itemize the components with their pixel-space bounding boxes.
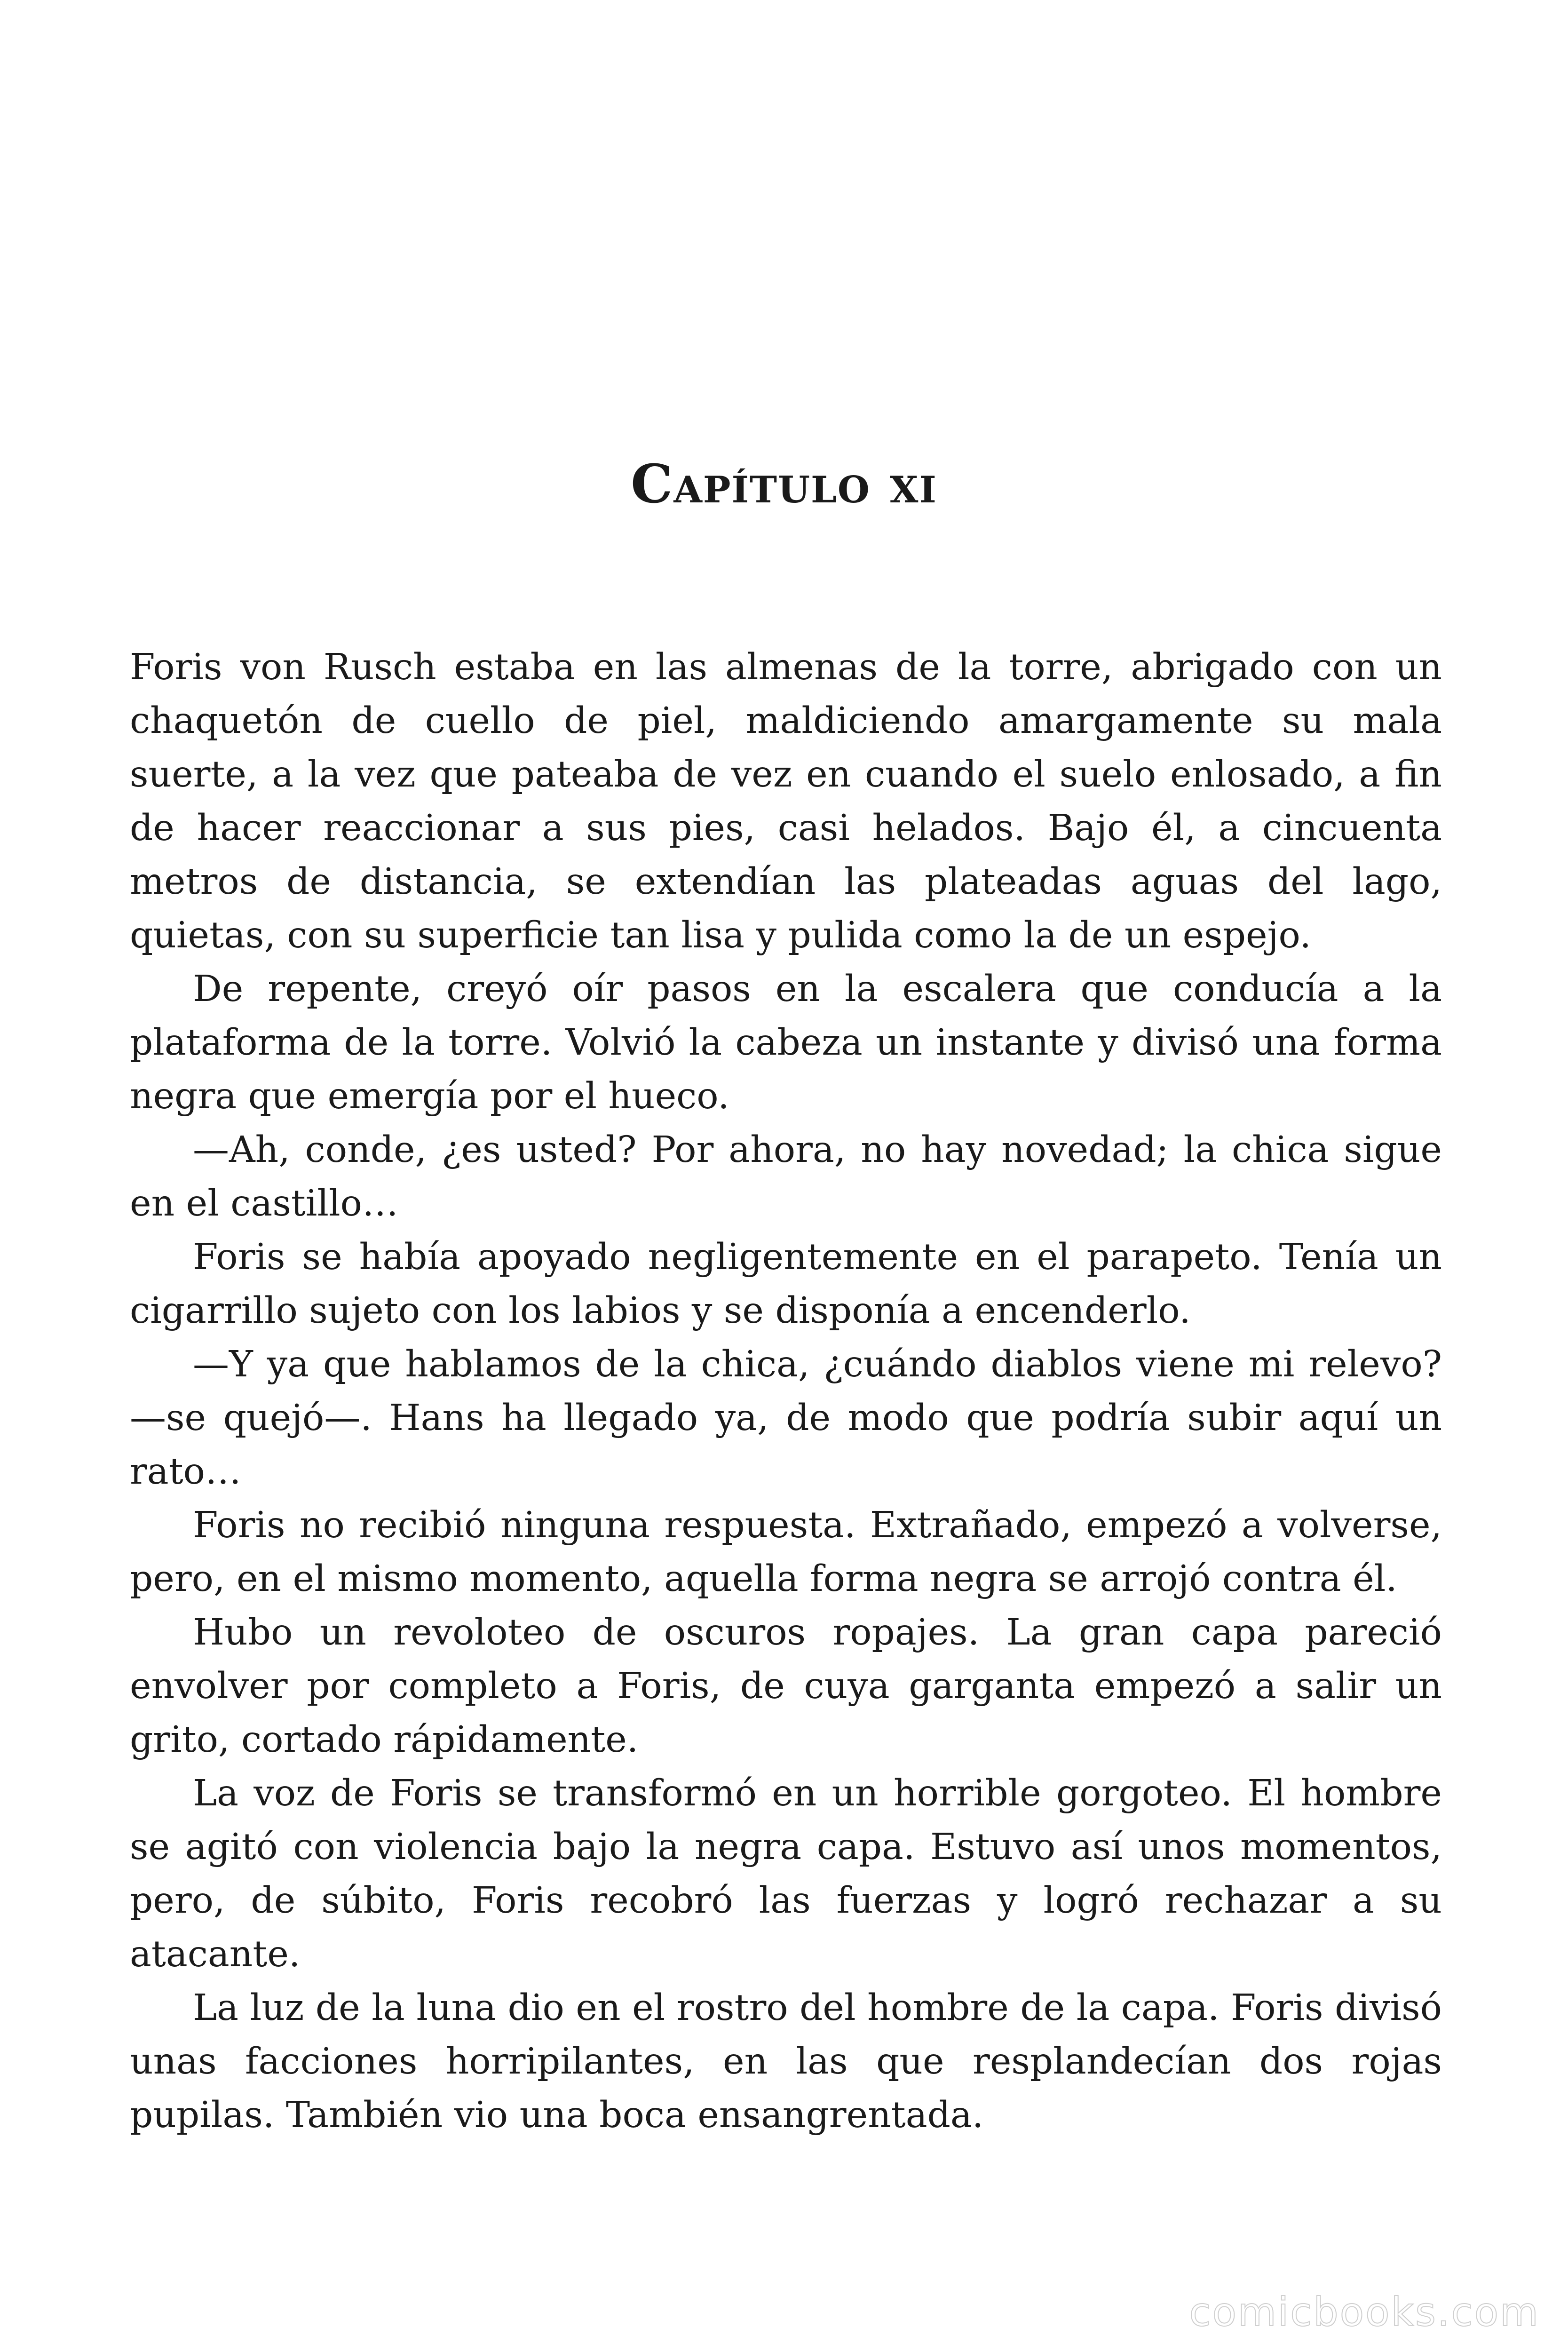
chapter-body xyxy=(130,641,1442,2142)
paragraph: Foris se había apoyado negligentemente en el parapeto. Tenía un cigarrillo sujeto con los labios y se disponía a encenderlo. xyxy=(130,1236,1442,1332)
paragraph: De repente, creyó oír pasos en la escalera que conducía a la plataforma de la torre. Volvió la cabeza un instante y divisó una forma negra que emergía por el hueco. xyxy=(130,968,1442,1117)
paragraph: La luz de la luna dio en el rostro del hombre de la capa. Foris divisó unas facciones horripilantes, en las que resplandecían dos rojas pupilas. También vio una boca ensangrentada. xyxy=(130,1987,1442,2136)
paragraph: La voz de Foris se transformó en un horrible gorgoteo. El hombre se agitó con violencia bajo la negra capa. Estuvo así unos momentos, pero, de súbito, Foris recobró las fuerzas y logró rechazar a su atacante. xyxy=(130,1772,1442,1975)
chapter-title: Capítulo xi xyxy=(631,453,937,515)
watermark: comicbooks.com xyxy=(1189,2289,1540,2335)
paragraph: —Y ya que hablamos de la chica, ¿cuándo diablos viene mi relevo? —se quejó—. Hans ha llegado ya, de modo que podría subir aquí un rato… xyxy=(130,1343,1442,1493)
paragraph: Foris no recibió ninguna respuesta. Extrañado, empezó a volverse, pero, en el mismo momento, aquella forma negra se arrojó contra él. xyxy=(130,1504,1442,1600)
paragraph: Foris von Rusch estaba en las almenas de la torre, abrigado con un chaquetón de cuello de piel, maldiciendo amargamente su mala suerte, a la vez que pateaba de vez en cuando el suelo enlosado, a fin de hacer reaccionar a sus pies, casi helados. Bajo él, a cincuenta metros de distancia, se extendían las plateadas aguas del lago, quietas, con su superficie tan lisa y pulida como la de un espejo. xyxy=(130,646,1442,956)
paragraph: Hubo un revoloteo de oscuros ropajes. La gran capa pareció envolver por completo a Foris, de cuya garganta empezó a salir un grito, cortado rápidamente. xyxy=(130,1612,1442,1761)
paragraph: —Ah, conde, ¿es usted? Por ahora, no hay novedad; la chica sigue en el castillo… xyxy=(130,1129,1442,1224)
